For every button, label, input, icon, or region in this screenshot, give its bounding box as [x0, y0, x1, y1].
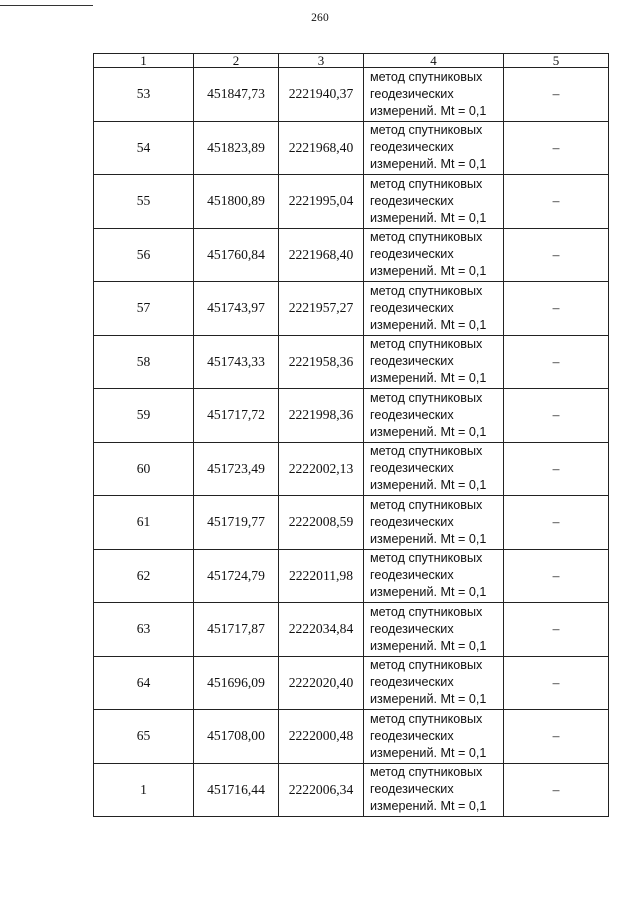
note-cell: –: [504, 710, 609, 764]
method-cell: [364, 68, 504, 122]
method-line: измерений. Mt = 0,1: [370, 745, 487, 760]
x-coordinate-cell: 451847,73: [194, 68, 279, 122]
method-cell: [364, 121, 504, 175]
method-cell: [364, 442, 504, 496]
y-coordinate-cell: 2222006,34: [279, 763, 364, 817]
column-header-5: 5: [504, 54, 609, 68]
method-line: геодезических: [370, 140, 454, 155]
method-cell: [364, 496, 504, 550]
method-line: измерений. Mt = 0,1: [370, 531, 487, 546]
method-line: измерений. Mt = 0,1: [370, 799, 487, 814]
column-header-3: 3: [279, 54, 364, 68]
note-cell: –: [504, 68, 609, 122]
table-row: [94, 228, 609, 282]
method-cell: [364, 656, 504, 710]
method-line: метод спутниковых: [370, 390, 483, 405]
method-cell: [364, 710, 504, 764]
point-number-cell: 60: [94, 442, 194, 496]
method-line: измерений. Mt = 0,1: [370, 692, 487, 707]
table-row: [94, 656, 609, 710]
page-number: 260: [311, 12, 329, 24]
coordinates-table: [93, 53, 609, 817]
method-cell: [364, 549, 504, 603]
x-coordinate-cell: 451696,09: [194, 656, 279, 710]
note-cell: –: [504, 496, 609, 550]
method-line: геодезических: [370, 300, 454, 315]
note-cell: –: [504, 389, 609, 443]
table-body: [94, 68, 609, 817]
x-coordinate-cell: 451743,33: [194, 335, 279, 389]
note-cell: –: [504, 656, 609, 710]
method-line: измерений. Mt = 0,1: [370, 317, 487, 332]
table-header-row: [94, 54, 609, 68]
method-line: метод спутниковых: [370, 283, 483, 298]
note-cell: –: [504, 549, 609, 603]
y-coordinate-cell: 2222020,40: [279, 656, 364, 710]
column-header-2: 2: [194, 54, 279, 68]
method-line: измерений. Mt = 0,1: [370, 478, 487, 493]
method-line: измерений. Mt = 0,1: [370, 585, 487, 600]
y-coordinate-cell: 2222002,13: [279, 442, 364, 496]
note-cell: –: [504, 442, 609, 496]
point-number-cell: 54: [94, 121, 194, 175]
point-number-cell: 57: [94, 282, 194, 336]
method-line: метод спутниковых: [370, 711, 483, 726]
y-coordinate-cell: 2222008,59: [279, 496, 364, 550]
note-cell: –: [504, 763, 609, 817]
y-coordinate-cell: 2221968,40: [279, 121, 364, 175]
point-number-cell: 53: [94, 68, 194, 122]
table-row: [94, 175, 609, 229]
point-number-cell: 55: [94, 175, 194, 229]
point-number-cell: 59: [94, 389, 194, 443]
x-coordinate-cell: 451717,72: [194, 389, 279, 443]
method-line: измерений. Mt = 0,1: [370, 638, 487, 653]
table-row: [94, 763, 609, 817]
x-coordinate-cell: 451719,77: [194, 496, 279, 550]
method-line: геодезических: [370, 514, 454, 529]
x-coordinate-cell: 451823,89: [194, 121, 279, 175]
method-cell: [364, 603, 504, 657]
table-row: [94, 282, 609, 336]
method-line: измерений. Mt = 0,1: [370, 210, 487, 225]
method-cell: [364, 175, 504, 229]
x-coordinate-cell: 451800,89: [194, 175, 279, 229]
point-number-cell: 64: [94, 656, 194, 710]
method-line: метод спутниковых: [370, 230, 483, 245]
method-line: геодезических: [370, 568, 454, 583]
method-line: метод спутниковых: [370, 444, 483, 459]
x-coordinate-cell: 451743,97: [194, 282, 279, 336]
method-line: метод спутниковых: [370, 551, 483, 566]
point-number-cell: 1: [94, 763, 194, 817]
corner-scan-line: [0, 5, 93, 6]
table-row: [94, 496, 609, 550]
method-cell: [364, 763, 504, 817]
table-row: [94, 389, 609, 443]
point-number-cell: 63: [94, 603, 194, 657]
method-line: геодезических: [370, 461, 454, 476]
table-row: [94, 549, 609, 603]
note-cell: –: [504, 335, 609, 389]
table-row: [94, 121, 609, 175]
method-line: метод спутниковых: [370, 69, 483, 84]
point-number-cell: 58: [94, 335, 194, 389]
note-cell: –: [504, 175, 609, 229]
method-cell: [364, 389, 504, 443]
method-line: измерений. Mt = 0,1: [370, 103, 487, 118]
y-coordinate-cell: 2222011,98: [279, 549, 364, 603]
method-line: метод спутниковых: [370, 176, 483, 191]
method-line: метод спутниковых: [370, 337, 483, 352]
table-row: [94, 335, 609, 389]
y-coordinate-cell: 2221957,27: [279, 282, 364, 336]
method-line: измерений. Mt = 0,1: [370, 424, 487, 439]
method-line: метод спутниковых: [370, 658, 483, 673]
y-coordinate-cell: 2221958,36: [279, 335, 364, 389]
y-coordinate-cell: 2222000,48: [279, 710, 364, 764]
method-line: метод спутниковых: [370, 497, 483, 512]
note-cell: –: [504, 282, 609, 336]
method-line: метод спутниковых: [370, 604, 483, 619]
y-coordinate-cell: 2221998,36: [279, 389, 364, 443]
method-cell: [364, 282, 504, 336]
note-cell: –: [504, 121, 609, 175]
x-coordinate-cell: 451760,84: [194, 228, 279, 282]
method-line: измерений. Mt = 0,1: [370, 264, 487, 279]
table-row: [94, 710, 609, 764]
x-coordinate-cell: 451716,44: [194, 763, 279, 817]
method-line: геодезических: [370, 782, 454, 797]
method-line: геодезических: [370, 407, 454, 422]
table-row: [94, 442, 609, 496]
table-row: [94, 603, 609, 657]
x-coordinate-cell: 451708,00: [194, 710, 279, 764]
method-line: измерений. Mt = 0,1: [370, 157, 487, 172]
table-row: [94, 68, 609, 122]
method-line: геодезических: [370, 193, 454, 208]
point-number-cell: 62: [94, 549, 194, 603]
x-coordinate-cell: 451717,87: [194, 603, 279, 657]
method-line: геодезических: [370, 86, 454, 101]
method-line: геодезических: [370, 728, 454, 743]
point-number-cell: 65: [94, 710, 194, 764]
method-line: геодезических: [370, 621, 454, 636]
point-number-cell: 61: [94, 496, 194, 550]
y-coordinate-cell: 2222034,84: [279, 603, 364, 657]
method-line: геодезических: [370, 675, 454, 690]
method-line: измерений. Mt = 0,1: [370, 371, 487, 386]
note-cell: –: [504, 228, 609, 282]
method-line: геодезических: [370, 354, 454, 369]
x-coordinate-cell: 451724,79: [194, 549, 279, 603]
y-coordinate-cell: 2221968,40: [279, 228, 364, 282]
method-line: геодезических: [370, 247, 454, 262]
method-line: метод спутниковых: [370, 765, 483, 780]
y-coordinate-cell: 2221995,04: [279, 175, 364, 229]
column-header-1: 1: [94, 54, 194, 68]
point-number-cell: 56: [94, 228, 194, 282]
method-line: метод спутниковых: [370, 123, 483, 138]
method-cell: [364, 228, 504, 282]
method-cell: [364, 335, 504, 389]
column-header-4: 4: [364, 54, 504, 68]
x-coordinate-cell: 451723,49: [194, 442, 279, 496]
note-cell: –: [504, 603, 609, 657]
y-coordinate-cell: 2221940,37: [279, 68, 364, 122]
